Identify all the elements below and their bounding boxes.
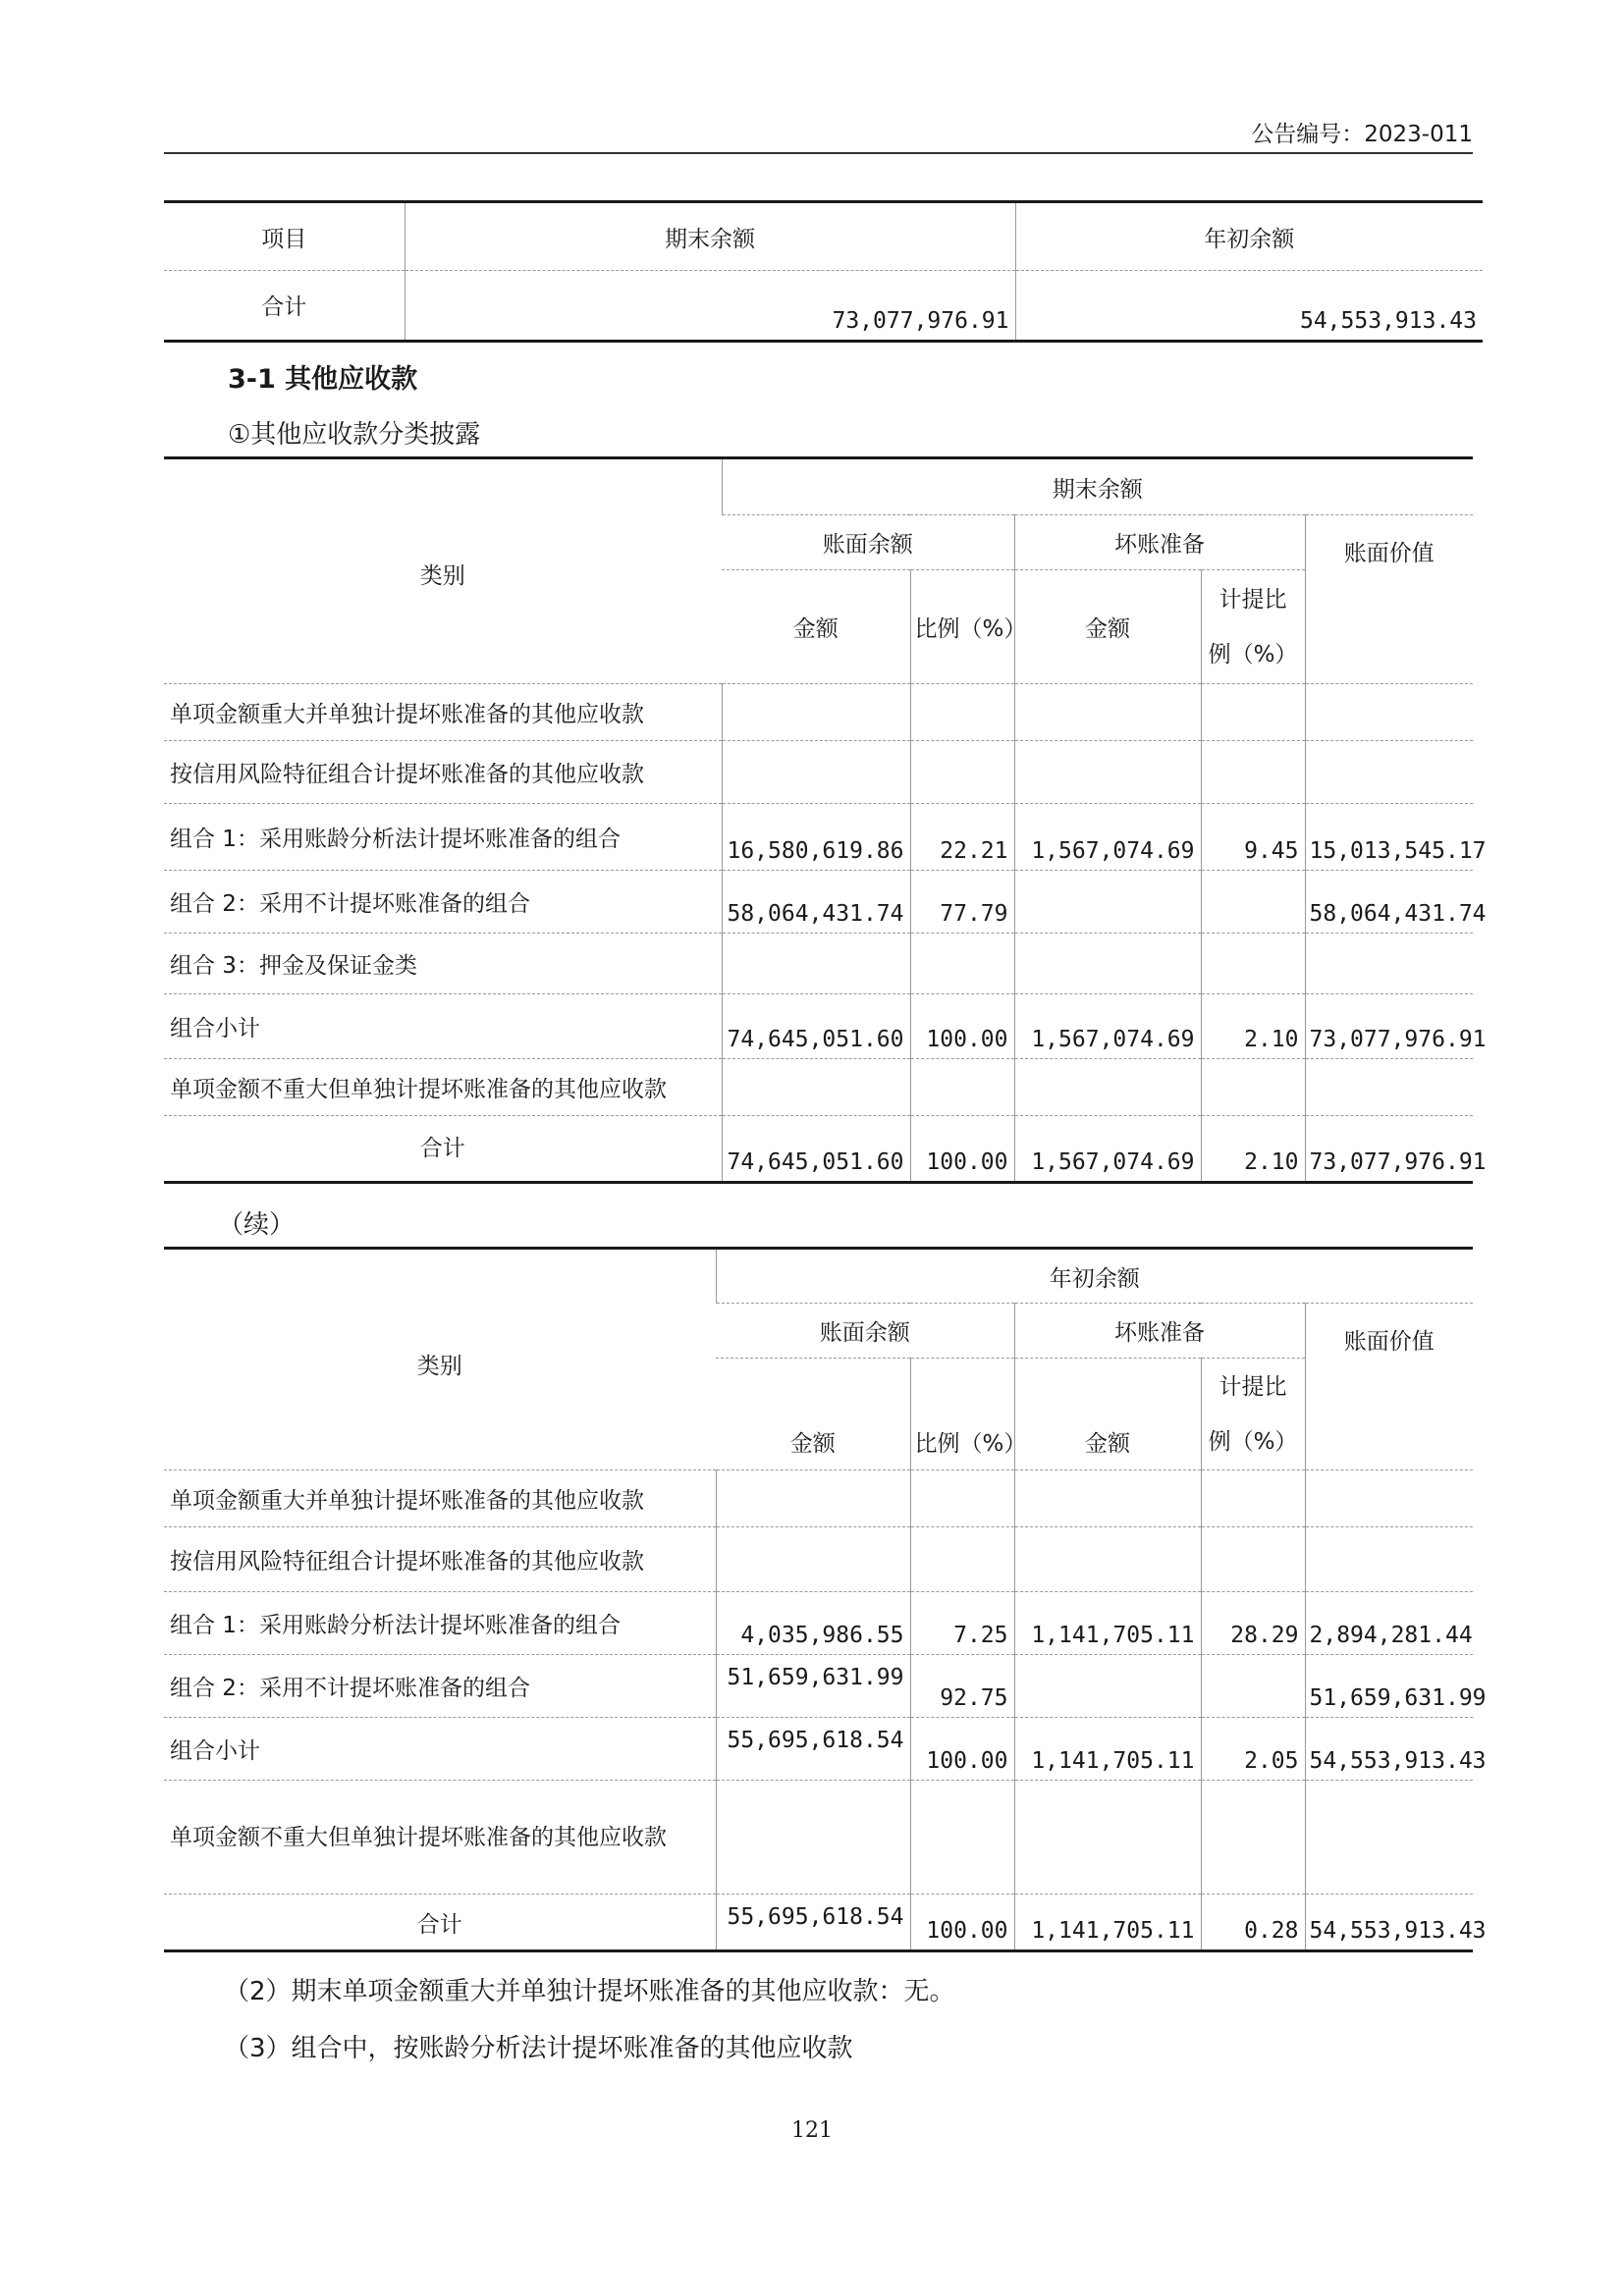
cell-ratio: 100.00 bbox=[910, 1116, 1014, 1183]
header-book-balance: 账面余额 bbox=[722, 515, 1014, 570]
table-row bbox=[164, 684, 1473, 741]
header-provision-ratio bbox=[1201, 1359, 1305, 1470]
header-bad-debt: 坏账准备 bbox=[1014, 1304, 1305, 1359]
cell-bad-debt: 1,141,705.11 bbox=[1014, 1592, 1201, 1655]
cell-provision-ratio: 2.10 bbox=[1201, 1116, 1305, 1183]
section-title: 3-1 其他应收款 bbox=[228, 364, 418, 395]
table-row bbox=[164, 1655, 1473, 1718]
cell-book-value bbox=[1305, 1527, 1473, 1592]
continued-label: （续） bbox=[218, 1210, 296, 1240]
cell-amount: 51,659,631.99 bbox=[716, 1655, 910, 1718]
cell-amount: 74,645,051.60 bbox=[722, 1116, 910, 1183]
row-label: 组合小计 bbox=[164, 1718, 716, 1781]
header-provision-ratio-line1: 计提比 bbox=[1218, 586, 1287, 613]
table-row-total bbox=[164, 1895, 1473, 1951]
header-amount: 金额 bbox=[722, 570, 910, 684]
cell-bad-debt: 1,141,705.11 bbox=[1014, 1895, 1201, 1951]
cell-ratio bbox=[910, 934, 1014, 994]
header-begin-balance: 年初余额 bbox=[1015, 202, 1483, 271]
cell-book-value bbox=[1305, 934, 1473, 994]
header-book-value: 账面价值 bbox=[1305, 1304, 1473, 1470]
cell-provision-ratio bbox=[1201, 934, 1305, 994]
cell-provision-ratio bbox=[1201, 1781, 1305, 1895]
cell-provision-ratio bbox=[1201, 741, 1305, 804]
cell-book-value: 51,659,631.99 bbox=[1305, 1655, 1473, 1718]
cell-bad-debt bbox=[1014, 871, 1201, 934]
header-ratio: 比例（%） bbox=[910, 570, 1014, 684]
sub-title: ①其他应收款分类披露 bbox=[228, 420, 481, 450]
cell-bad-debt: 1,141,705.11 bbox=[1014, 1718, 1201, 1781]
table-row bbox=[164, 1718, 1473, 1781]
cell-provision-ratio bbox=[1201, 684, 1305, 741]
cell-ratio bbox=[910, 1470, 1014, 1527]
header-ratio: 比例（%） bbox=[910, 1359, 1014, 1470]
cell-book-value bbox=[1305, 1059, 1473, 1116]
cell-amount bbox=[722, 741, 910, 804]
cell-ratio: 100.00 bbox=[910, 1718, 1014, 1781]
cell-amount bbox=[722, 684, 910, 741]
cell-amount: 4,035,986.55 bbox=[716, 1592, 910, 1655]
row-label: 组合 2：采用不计提坏账准备的组合 bbox=[164, 1655, 716, 1718]
row-label: 合计 bbox=[419, 1136, 465, 1161]
cell-provision-ratio: 2.10 bbox=[1201, 994, 1305, 1059]
begin-balance-value: 54,553,913.43 bbox=[1015, 271, 1483, 342]
row-label: 单项金额重大并单独计提坏账准备的其他应收款 bbox=[164, 1470, 716, 1527]
cell-bad-debt bbox=[1014, 1059, 1201, 1116]
begin-balance-table bbox=[164, 1247, 1487, 1952]
cell-ratio: 22.21 bbox=[910, 804, 1014, 871]
cell-bad-debt: 1,567,074.69 bbox=[1014, 1116, 1201, 1183]
table-row bbox=[164, 994, 1473, 1059]
cell-bad-debt bbox=[1014, 1527, 1201, 1592]
cell-bad-debt bbox=[1014, 1470, 1201, 1527]
cell-amount: 74,645,051.60 bbox=[722, 994, 910, 1059]
cell-book-value bbox=[1305, 741, 1473, 804]
table-row bbox=[164, 1470, 1473, 1527]
cell-amount: 55,695,618.54 bbox=[716, 1718, 910, 1781]
header-period: 期末余额 bbox=[722, 458, 1473, 515]
cell-provision-ratio: 0.28 bbox=[1201, 1895, 1305, 1951]
row-label: 组合 1：采用账龄分析法计提坏账准备的组合 bbox=[164, 1592, 716, 1655]
cell-book-value bbox=[1305, 684, 1473, 741]
row-label: 组合小计 bbox=[164, 994, 722, 1059]
table-row-total bbox=[164, 1116, 1473, 1183]
header-provision-ratio bbox=[1201, 570, 1305, 684]
cell-book-value: 2,894,281.44 bbox=[1305, 1592, 1473, 1655]
table-row bbox=[164, 1781, 1473, 1895]
row-label: 组合 3：押金及保证金类 bbox=[164, 934, 722, 994]
cell-book-value: 54,553,913.43 bbox=[1305, 1718, 1473, 1781]
end-balance-value: 73,077,976.91 bbox=[405, 271, 1015, 342]
header-end-balance: 期末余额 bbox=[405, 202, 1015, 271]
cell-amount: 16,580,619.86 bbox=[722, 804, 910, 871]
end-balance-table bbox=[164, 456, 1487, 1184]
header-provision-ratio-line2: 例（%） bbox=[1208, 1428, 1298, 1455]
cell-provision-ratio bbox=[1201, 1655, 1305, 1718]
note-3: （3）组合中，按账龄分析法计提坏账准备的其他应收款 bbox=[224, 2034, 853, 2063]
cell-ratio: 92.75 bbox=[910, 1655, 1014, 1718]
cell-book-value: 15,013,545.17 bbox=[1305, 804, 1473, 871]
cell-ratio bbox=[910, 741, 1014, 804]
cell-ratio bbox=[910, 684, 1014, 741]
row-label: 单项金额不重大但单独计提坏账准备的其他应收款 bbox=[164, 1781, 716, 1895]
cell-provision-ratio bbox=[1201, 1059, 1305, 1116]
header-provision-ratio-line1: 计提比 bbox=[1218, 1373, 1287, 1400]
cell-ratio: 7.25 bbox=[910, 1592, 1014, 1655]
header-amount: 金额 bbox=[716, 1359, 910, 1470]
cell-provision-ratio bbox=[1201, 871, 1305, 934]
cell-ratio: 100.00 bbox=[910, 994, 1014, 1059]
page-number: 121 bbox=[791, 2118, 833, 2143]
row-label: 单项金额不重大但单独计提坏账准备的其他应收款 bbox=[164, 1059, 722, 1116]
cell-amount bbox=[722, 1059, 910, 1116]
row-label: 合计 bbox=[261, 294, 307, 320]
header-period: 年初余额 bbox=[716, 1249, 1473, 1304]
table-row bbox=[164, 741, 1473, 804]
cell-book-value: 73,077,976.91 bbox=[1305, 994, 1473, 1059]
cell-ratio: 77.79 bbox=[910, 871, 1014, 934]
cell-amount: 55,695,618.54 bbox=[716, 1895, 910, 1951]
row-label: 按信用风险特征组合计提坏账准备的其他应收款 bbox=[164, 1527, 716, 1592]
summary-table bbox=[164, 200, 1483, 343]
row-label: 按信用风险特征组合计提坏账准备的其他应收款 bbox=[164, 741, 722, 804]
header-category: 类别 bbox=[164, 1249, 716, 1470]
cell-amount: 58,064,431.74 bbox=[722, 871, 910, 934]
cell-book-value bbox=[1305, 1781, 1473, 1895]
cell-bad-debt bbox=[1014, 1655, 1201, 1718]
cell-provision-ratio bbox=[1201, 1527, 1305, 1592]
cell-bad-debt bbox=[1014, 1781, 1201, 1895]
cell-ratio: 100.00 bbox=[910, 1895, 1014, 1951]
cell-amount bbox=[716, 1781, 910, 1895]
cell-amount bbox=[716, 1527, 910, 1592]
header-provision-ratio-line2: 例（%） bbox=[1208, 641, 1298, 667]
table-row bbox=[164, 1527, 1473, 1592]
cell-book-value: 73,077,976.91 bbox=[1305, 1116, 1473, 1183]
cell-bad-debt bbox=[1014, 741, 1201, 804]
header-amount: 金额 bbox=[1014, 1359, 1201, 1470]
header-amount: 金额 bbox=[1014, 570, 1201, 684]
row-label: 组合 1：采用账龄分析法计提坏账准备的组合 bbox=[164, 804, 722, 871]
cell-bad-debt: 1,567,074.69 bbox=[1014, 994, 1201, 1059]
table-row bbox=[164, 934, 1473, 994]
header-book-balance: 账面余额 bbox=[716, 1304, 1014, 1359]
cell-book-value bbox=[1305, 1470, 1473, 1527]
cell-bad-debt: 1,567,074.69 bbox=[1014, 804, 1201, 871]
row-label: 合计 bbox=[416, 1912, 462, 1938]
header-category: 类别 bbox=[164, 458, 722, 684]
document-number: 公告编号：2023-011 bbox=[1251, 122, 1473, 147]
cell-ratio bbox=[910, 1059, 1014, 1116]
cell-provision-ratio: 9.45 bbox=[1201, 804, 1305, 871]
row-label: 单项金额重大并单独计提坏账准备的其他应收款 bbox=[164, 684, 722, 741]
header-book-value: 账面价值 bbox=[1305, 515, 1473, 684]
cell-provision-ratio bbox=[1201, 1470, 1305, 1527]
cell-amount bbox=[716, 1470, 910, 1527]
table-row bbox=[164, 871, 1473, 934]
cell-amount bbox=[722, 934, 910, 994]
header-rule bbox=[164, 152, 1473, 154]
table-row bbox=[164, 1592, 1473, 1655]
note-2: （2）期末单项金额重大并单独计提坏账准备的其他应收款：无。 bbox=[224, 1977, 955, 2006]
cell-book-value: 54,553,913.43 bbox=[1305, 1895, 1473, 1951]
cell-bad-debt bbox=[1014, 934, 1201, 994]
row-label: 组合 2：采用不计提坏账准备的组合 bbox=[164, 871, 722, 934]
table-row bbox=[164, 804, 1473, 871]
header-item: 项目 bbox=[164, 202, 405, 271]
header-bad-debt: 坏账准备 bbox=[1014, 515, 1305, 570]
cell-bad-debt bbox=[1014, 684, 1201, 741]
cell-ratio bbox=[910, 1781, 1014, 1895]
table-row bbox=[164, 1059, 1473, 1116]
cell-ratio bbox=[910, 1527, 1014, 1592]
cell-provision-ratio: 2.05 bbox=[1201, 1718, 1305, 1781]
cell-provision-ratio: 28.29 bbox=[1201, 1592, 1305, 1655]
cell-book-value: 58,064,431.74 bbox=[1305, 871, 1473, 934]
